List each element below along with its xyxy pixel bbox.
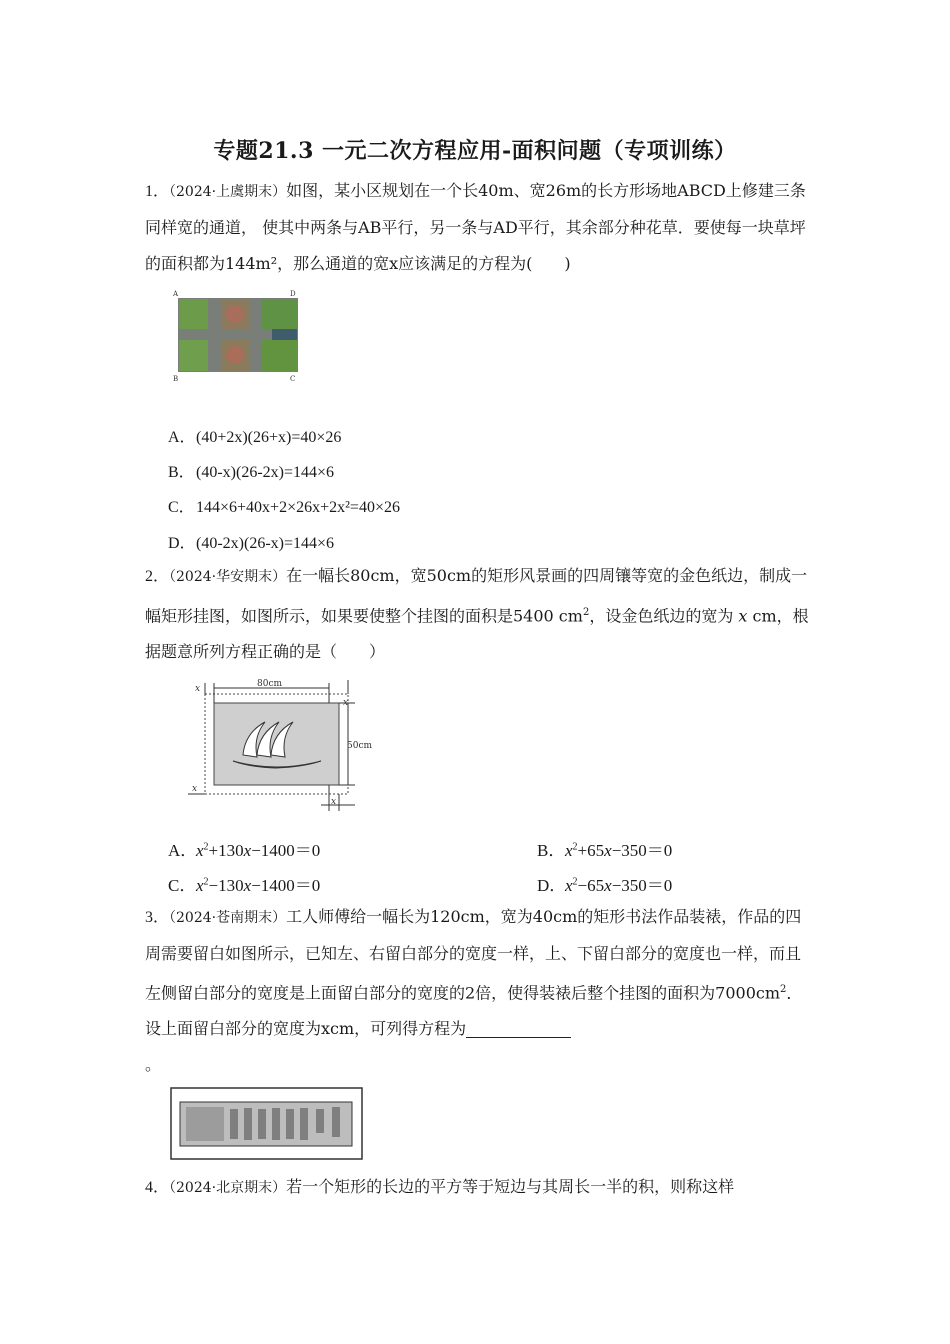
option-text: (40+2x)(26+x)=40×26 xyxy=(196,429,342,446)
question-end: 。 xyxy=(145,1055,162,1075)
option-text: 144×6+40x+2×26x+2x²=40×26 xyxy=(196,499,400,516)
question-source: （2024·华安期末） xyxy=(169,569,287,585)
corner-label-d: D xyxy=(290,290,296,298)
question-2 xyxy=(145,558,810,670)
variable: x xyxy=(243,876,252,895)
question-number: 3． xyxy=(145,909,170,926)
answer-blank[interactable] xyxy=(466,1019,571,1038)
superscript: 2 xyxy=(572,876,578,888)
question-text: 若一个矩形的长边的平方等于短边与其周长一半的积，则称这样 xyxy=(286,1177,735,1196)
question-text: 在一幅长80cm，宽50cm的矩形风景画的四周镶等宽的金色纸边，制成一幅矩形挂图，如图所示，如果要使整个挂图的面积是5400 cm xyxy=(145,566,808,626)
q1-option-b[interactable] xyxy=(168,459,334,482)
fig-label-x-right: x xyxy=(331,797,337,807)
fig-label-x-top: x xyxy=(343,698,349,708)
question-text: ，设金色纸边的宽为 xyxy=(589,606,739,626)
question-text: 如图，某小区规划在一个长40m、宽26m的长方形场地ABCD上修建三条同样宽的通道， 使其中两条与AB平行，另一条与AD平行，其余部分种花草．要使每一块草坪的面积都为144m²，那么通道的宽x应该满足的方程为( ) xyxy=(145,181,806,273)
q1-option-a[interactable] xyxy=(168,424,341,447)
question-1 xyxy=(145,173,810,282)
variable: x xyxy=(196,876,204,895)
option-label: B． xyxy=(168,464,195,481)
question-number: 1． xyxy=(145,183,170,200)
variable: x xyxy=(604,841,612,860)
question-source: （2024·苍南期末） xyxy=(169,910,287,926)
variable: x xyxy=(565,841,573,860)
q1-option-c[interactable] xyxy=(168,494,400,517)
option-label: D． xyxy=(168,535,196,552)
q1-figure xyxy=(172,288,306,384)
option-text: −1400＝0 xyxy=(251,876,321,895)
option-text: −350＝0 xyxy=(611,841,673,860)
option-text: −130 xyxy=(208,876,244,895)
fig-label-x-bottom: x xyxy=(192,784,198,794)
question-number: 2． xyxy=(145,568,170,585)
corner-label-a: A xyxy=(173,290,179,298)
option-label: C． xyxy=(168,876,197,895)
superscript: 2 xyxy=(203,876,209,888)
option-label: A． xyxy=(168,429,196,446)
variable: x xyxy=(243,841,252,860)
variable: x xyxy=(196,841,204,860)
superscript: 2 xyxy=(203,841,209,853)
option-text: +130 xyxy=(208,841,244,860)
question-source: （2024·上虞期末） xyxy=(169,184,287,200)
option-label: A． xyxy=(168,841,198,860)
question-number: 4． xyxy=(145,1179,170,1196)
option-text: (40-2x)(26-x)=144×6 xyxy=(196,535,335,552)
superscript: 2 xyxy=(780,984,787,995)
question-4 xyxy=(145,1169,810,1206)
page-title: 专题21.3 一元二次方程应用-面积问题（专项训练） xyxy=(213,138,737,164)
option-text: (40-x)(26-2x)=144×6 xyxy=(196,464,335,481)
fig-label-width: 80cm xyxy=(257,679,283,689)
q3-figure xyxy=(170,1087,364,1161)
question-text: ．设上面留白部分的宽度为xcm，可列得方程为 xyxy=(145,983,803,1039)
question-text: 工人师傅给一幅长为120cm，宽为40cm的矩形书法作品装裱，作品的四周需要留白如图所示，已知左、右留白部分的宽度一样，上、下留白部分的宽度也一样，而且左侧留白部分的宽度是上面留白部分的宽度的2倍，使得装裱后整个挂图的面积为7000cm xyxy=(145,907,802,1003)
option-label: B． xyxy=(537,841,566,860)
corner-label-c: C xyxy=(290,375,296,383)
fig-label-x: x xyxy=(195,684,201,694)
superscript: 2 xyxy=(582,607,590,618)
variable: x xyxy=(565,876,573,895)
question-3 xyxy=(145,899,810,1083)
superscript: 2 xyxy=(572,841,578,853)
option-label: C． xyxy=(168,499,195,516)
question-source: （2024·北京期末） xyxy=(169,1180,287,1196)
option-text: −1400＝0 xyxy=(251,841,321,860)
q2-option-b[interactable] xyxy=(537,836,672,861)
q2-option-a[interactable] xyxy=(168,836,320,861)
variable: x xyxy=(604,876,612,895)
question-text: cm，根据题意所列方程正确的是（ ） xyxy=(145,606,809,662)
q2-option-d[interactable] xyxy=(537,871,672,896)
corner-label-b: B xyxy=(173,375,179,383)
variable: x xyxy=(738,606,748,626)
option-text: −65 xyxy=(577,876,605,895)
q2-option-c[interactable] xyxy=(168,871,320,896)
option-label: D． xyxy=(537,876,567,895)
option-text: −350＝0 xyxy=(611,876,673,895)
q2-figure xyxy=(183,675,378,815)
q1-option-d[interactable] xyxy=(168,530,334,553)
option-text: +65 xyxy=(577,841,605,860)
fig-label-height: 50cm xyxy=(347,741,373,751)
